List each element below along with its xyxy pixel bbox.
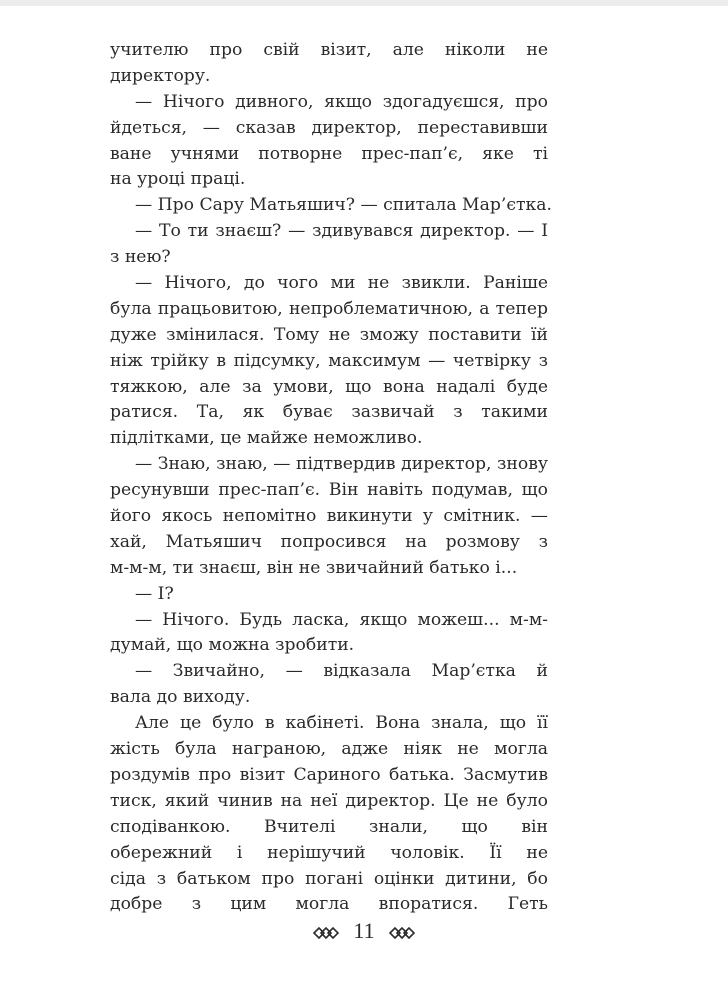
text-line: думай, що можна зробити. bbox=[110, 635, 355, 656]
text-line: тиск, який чинив на неї директор. Це не було bbox=[110, 790, 548, 811]
text-line: дуже змінилася. Тому не зможу поставити їй bbox=[110, 324, 548, 345]
text-line: учителю про свій візит, але ніколи не bbox=[110, 40, 548, 60]
text-line: ресунувши прес-пап’є. Він навіть подумав, що bbox=[110, 480, 548, 501]
text-line: ніж трійку в підсумку, максимум — четвірку з bbox=[110, 350, 548, 371]
page-number: 11 bbox=[353, 918, 375, 943]
knot-ornament-right-icon bbox=[388, 926, 416, 940]
text-line: з нею? bbox=[110, 247, 171, 268]
text-line: підлітками, це майже неможливо. bbox=[110, 428, 423, 449]
text-line: — Нічого дивного, якщо здогадуєшся, про bbox=[135, 91, 548, 112]
text-line: хай, Матьяшич попросився на розмову з bbox=[110, 531, 548, 552]
text-line: — Звичайно, — відказала Мар’єтка й bbox=[135, 661, 548, 682]
text-line: — Знаю, знаю, — підтвердив директор, знову bbox=[135, 454, 548, 475]
text-line: вала до виходу. bbox=[110, 687, 251, 708]
text-line: на уроці праці. bbox=[110, 169, 246, 190]
knot-ornament-left-icon bbox=[312, 926, 340, 940]
text-line: добре з цим могла впоратися. Геть bbox=[110, 894, 548, 915]
text-line: сподіванкою. Вчителі знали, що він bbox=[110, 816, 548, 837]
text-line: — Нічого. Будь ласка, якщо можеш... м-м- bbox=[135, 609, 548, 630]
text-line: жість була награною, адже ніяк не могла bbox=[110, 739, 548, 760]
page-top-edge bbox=[0, 0, 728, 6]
text-line: м-м-м, ти знаєш, він не звичайний батько і... bbox=[110, 557, 518, 578]
text-line: — То ти знаєш? — здивувався директор. — І bbox=[135, 221, 548, 242]
text-line: директору. bbox=[110, 65, 211, 86]
text-line: — Нічого, до чого ми не звикли. Раніше bbox=[135, 273, 548, 294]
text-line: тяжкою, але за умови, що вона надалі буде bbox=[110, 376, 548, 397]
text-line: йдеться, — сказав директор, переставивши bbox=[110, 117, 548, 138]
page-footer bbox=[0, 918, 728, 944]
text-line: сіда з батьком про погані оцінки дитини, бо bbox=[110, 868, 548, 889]
text-line: ване учнями потворне прес-пап’є, яке ті bbox=[110, 143, 548, 164]
text-line: обережний і нерішучий чоловік. Її не bbox=[110, 842, 548, 863]
text-line: була працьовитою, непроблематичною, а тепер bbox=[110, 298, 548, 319]
text-line: його якось непомітно викинути у смітник. — bbox=[110, 506, 548, 527]
text-line: Але це було в кабінеті. Вона знала, що її bbox=[135, 713, 548, 734]
text-line: — І? bbox=[135, 583, 174, 604]
text-line: ратися. Та, як буває зазвичай з такими bbox=[110, 402, 548, 423]
text-line: роздумів про візит Сариного батька. Засмутив bbox=[110, 764, 548, 785]
text-line: — Про Сару Матьяшич? — спитала Мар’єтка. bbox=[135, 195, 552, 216]
page-body-text bbox=[110, 38, 552, 918]
